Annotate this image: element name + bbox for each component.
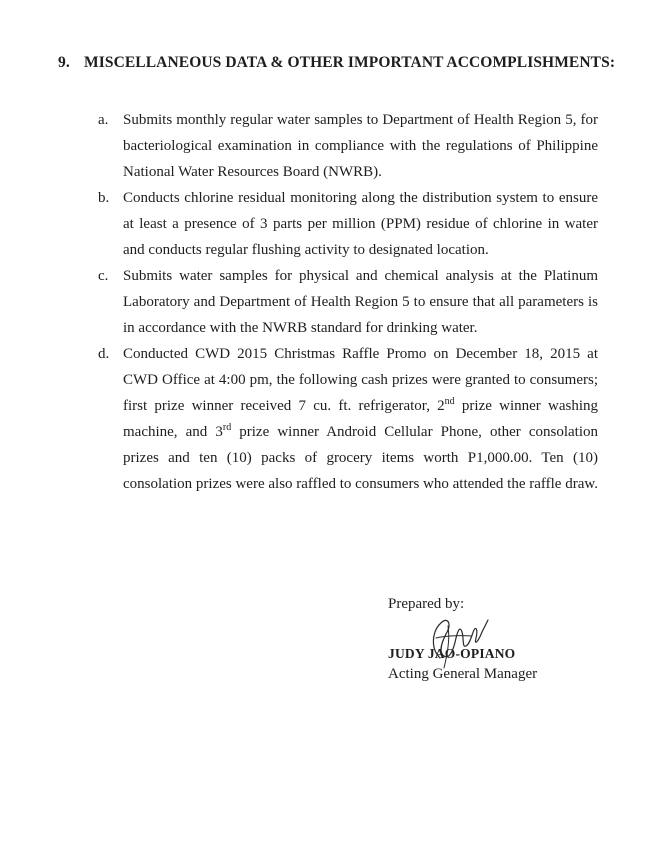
- handwritten-signature-icon: [418, 608, 490, 672]
- section-heading: [58, 54, 615, 72]
- list-item: [98, 107, 598, 185]
- list-item: [98, 263, 598, 341]
- list-item-text-part: prize winner Android Cellular Phone, other consolation prizes and ten (10) packs of grocery items worth P1,000.00. Ten (10) consolation prizes were also raffled to consumers who attended the raffle draw.: [123, 424, 599, 492]
- prepared-by-label: Prepared by:: [388, 596, 465, 612]
- list-item-marker: a.: [98, 112, 109, 128]
- list-item-text-part: prize winner washing machine, and 3: [123, 398, 598, 440]
- list-item-text: [123, 341, 598, 497]
- list-item-text-part: Conducted CWD 2015 Christmas Raffle Promo on December 18, 2015 at CWD Office at 4:00 pm, the following cash prizes were granted to consumers; first prize winner received 7 cu. ft. refrigerator, 2: [123, 346, 598, 414]
- ordinal-suffix: rd: [222, 422, 232, 433]
- list-item: [98, 341, 598, 497]
- list-item: [98, 185, 598, 263]
- list-item-marker: d.: [98, 346, 110, 362]
- section-title: MISCELLANEOUS DATA & OTHER IMPORTANT ACCOMPLISHMENTS:: [83, 54, 616, 71]
- list-item-marker: c.: [98, 268, 109, 284]
- signer-name: JUDY JAO-OPIANO: [388, 646, 516, 661]
- list-item-marker: b.: [98, 190, 110, 206]
- list-item-text: Submits water samples for physical and chemical analysis at the Platinum Laboratory and Department of Health Region 5 to ensure that all parameters is in accordance with the NWRB standard for drinking water.: [123, 268, 598, 336]
- accomplishments-list: [98, 107, 598, 497]
- ordinal-suffix: nd: [444, 396, 455, 407]
- list-item-text: Submits monthly regular water samples to Department of Health Region 5, for bacteriological examination in compliance with the regulations of Philippine National Water Resources Board (NWRB).: [123, 112, 598, 180]
- list-item-text: Conducts chlorine residual monitoring along the distribution system to ensure at least a presence of 3 parts per million (PPM) residue of chlorine in water and conducts regular flushing activity to designated location.: [123, 190, 598, 258]
- section-number: 9.: [58, 54, 70, 71]
- signer-position: Acting General Manager: [388, 666, 538, 682]
